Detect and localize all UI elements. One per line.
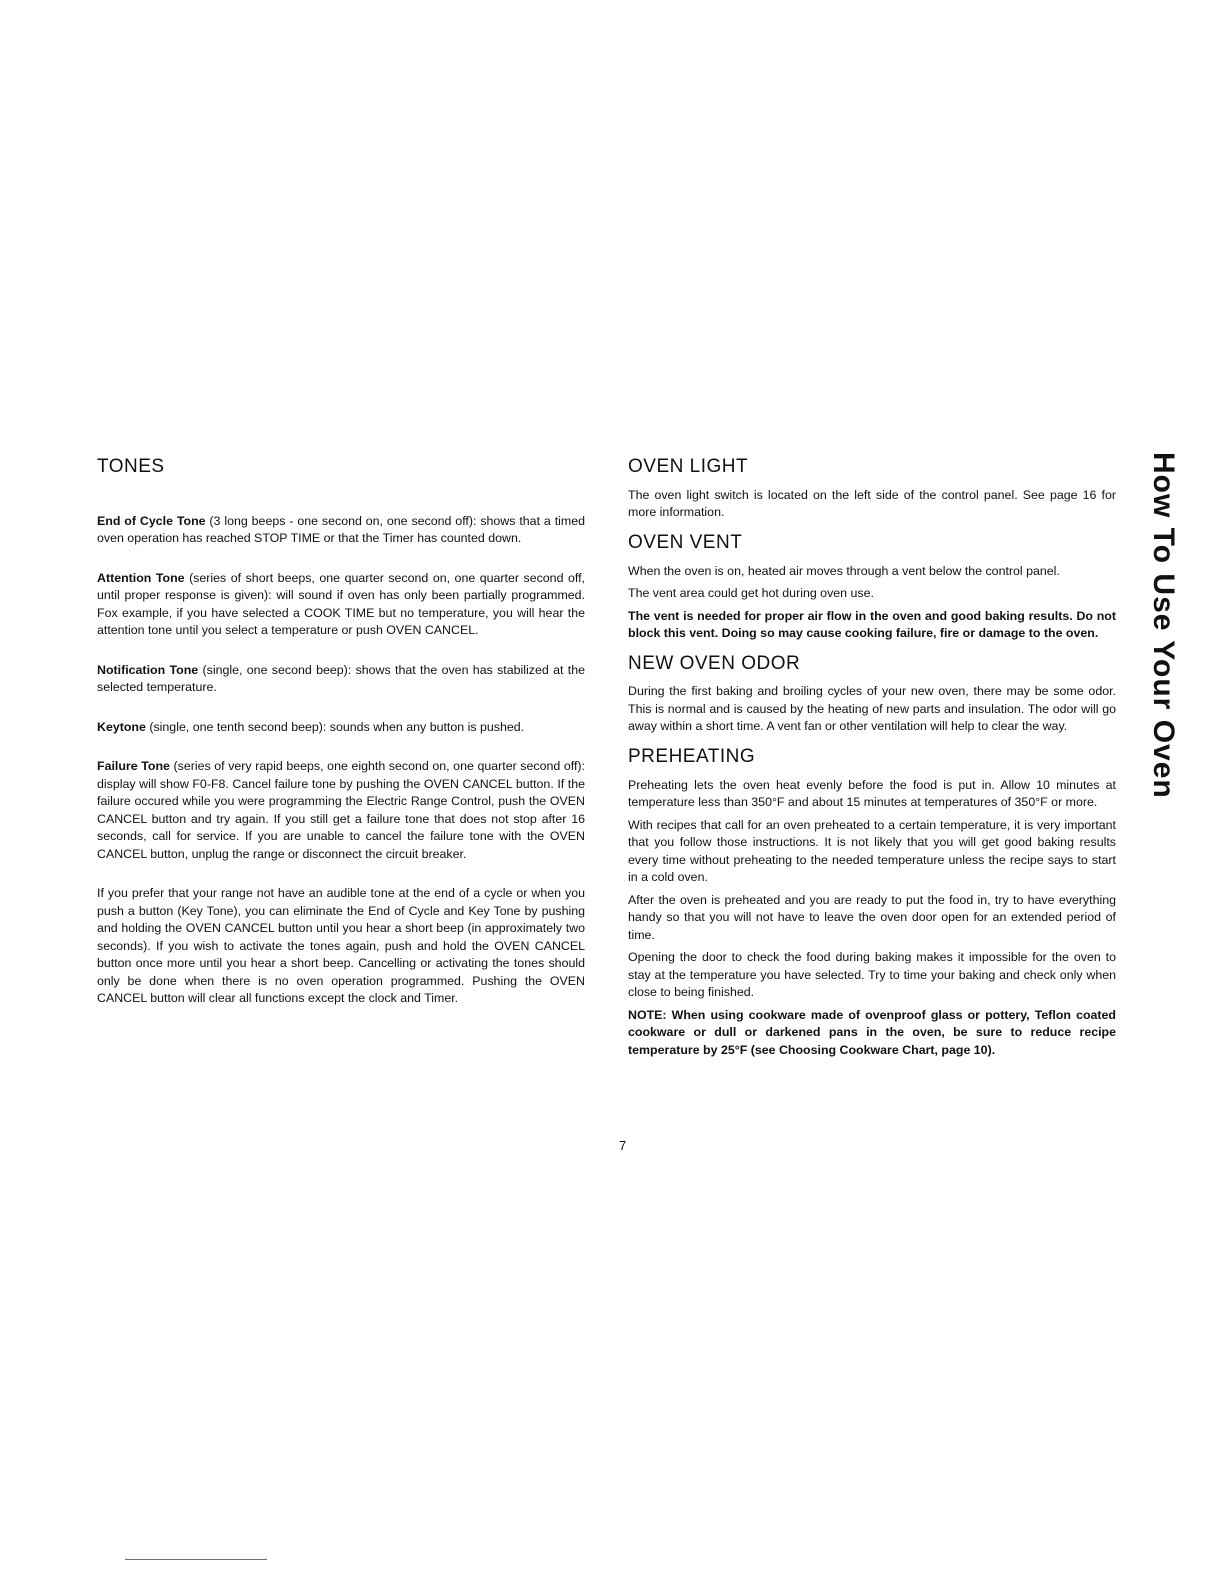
failure-tone-text: (series of very rapid beeps, one eighth second on, one quarter second off): display will show F0-F8. Cancel failure tone by pushing the OVEN CANCEL button. If the failure occured while you were programming the Electric Range Control, push the OVEN CANCEL button and try again. If you still get a failure tone that does not stop after 16 seconds, call for service. If you are unable to cancel the failure tone with the OVEN CANCEL button, unplug the range or disconnect the circuit breaker. [97, 759, 585, 861]
note-text: When using cookware made of ovenproof glass or pottery, Teflon coated cookware or dull or darkened pans in the oven, be sure to reduce recipe temperature by 25°F (see Choosing Cookware Chart, page 10). [628, 1007, 1116, 1057]
section-side-title: How To Use Your Oven [1147, 452, 1180, 799]
oven-vent-heading: OVEN VENT [628, 531, 743, 553]
footer-rule [125, 1559, 267, 1560]
preheating-text-2: With recipes that call for an oven preheated to a certain temperature, it is very important that you follow those instructions. It is not likely that you will get good baking results every time without preheating to the needed temperature unless the recipe says to start in a cold oven. [628, 817, 1116, 885]
preheating-text-1: Preheating lets the oven heat evenly before the food is put in. Allow 10 minutes at temperature less than 350°F and about 15 minutes at temperatures of 350°F or more. [628, 777, 1116, 810]
tones-heading: TONES [97, 456, 165, 477]
end-of-cycle-tone-paragraph [97, 513, 585, 548]
keytone-text: (single, one tenth second beep): sounds when any button is pushed. [145, 719, 525, 734]
left-column [97, 456, 585, 1030]
right-column [628, 456, 1116, 1064]
end-of-cycle-tone-label: End of Cycle Tone [97, 513, 206, 528]
failure-tone-paragraph [97, 758, 585, 863]
page-number: 7 [619, 1138, 627, 1153]
new-oven-odor-heading: NEW OVEN ODOR [628, 652, 801, 674]
keytone-label: Keytone [97, 719, 146, 734]
keytone-paragraph [97, 719, 585, 737]
new-oven-odor-text: During the first baking and broiling cycles of your new oven, there may be some odor. This is normal and is caused by the heating of new parts and insulation. The odor will go away within a short time. A vent fan or other ventilation will help to clear the way. [628, 684, 1116, 734]
oven-light-text: The oven light switch is located on the left side of the control panel. See page 16 for more information. [628, 487, 1116, 520]
preheating-text-4: Opening the door to check the food during baking makes it impossible for the oven to stay at the temperature you have selected. Try to time your baking and check only when close to being finished. [628, 950, 1116, 1000]
attention-tone-text: (series of short beeps, one quarter second on, one quarter second off, until proper response is given): will sound if oven has only been partially programmed. Fox example, if you have selected a COOK TIME but no temperature, you will hear the attention tone until you select a temperature or push OVEN CANCEL. [97, 570, 585, 638]
preheating-heading: PREHEATING [628, 745, 756, 767]
oven-vent-warning: The vent is needed for proper air flow in the oven and good baking results. Do not block this vent. Doing so may cause cooking failure, fire or damage to the oven. [628, 608, 1116, 641]
oven-vent-text-1: When the oven is on, heated air moves through a vent below the control panel. [628, 563, 1060, 578]
note-label: NOTE: [628, 1007, 667, 1022]
failure-tone-label: Failure Tone [97, 759, 170, 774]
oven-vent-text-2: The vent area could get hot during oven use. [628, 586, 874, 601]
notification-tone-paragraph [97, 662, 585, 697]
notification-tone-text: (single, one second beep): shows that the oven has stabilized at the selected temperature. [97, 662, 586, 695]
attention-tone-paragraph [97, 570, 585, 640]
disable-tones-paragraph: If you prefer that your range not have an audible tone at the end of a cycle or when you push a button (Key Tone), you can eliminate the End of Cycle and Key Tone by pushing and holding the OVEN CANCEL button until you hear a short beep (in approximately two seconds). If you wish to activate the tones again, push and hold the OVEN CANCEL button once more until you hear a short beep. Cancelling or activating the tones should only be done when there is no oven operation programmed. Pushing the OVEN CANCEL button will clear all functions except the clock and Timer. [97, 886, 585, 1006]
cookware-note [628, 1007, 1116, 1060]
preheating-text-3: After the oven is preheated and you are ready to put the food in, try to have everything handy so that you will not have to leave the oven door open for an extended period of time. [628, 892, 1116, 942]
oven-light-heading: OVEN LIGHT [628, 456, 749, 477]
end-of-cycle-tone-text: (3 long beeps - one second on, one second off): shows that a timed oven operation has reached STOP TIME or that the Timer has counted down. [97, 513, 585, 546]
notification-tone-label: Notification Tone [97, 662, 199, 677]
attention-tone-label: Attention Tone [97, 570, 185, 585]
